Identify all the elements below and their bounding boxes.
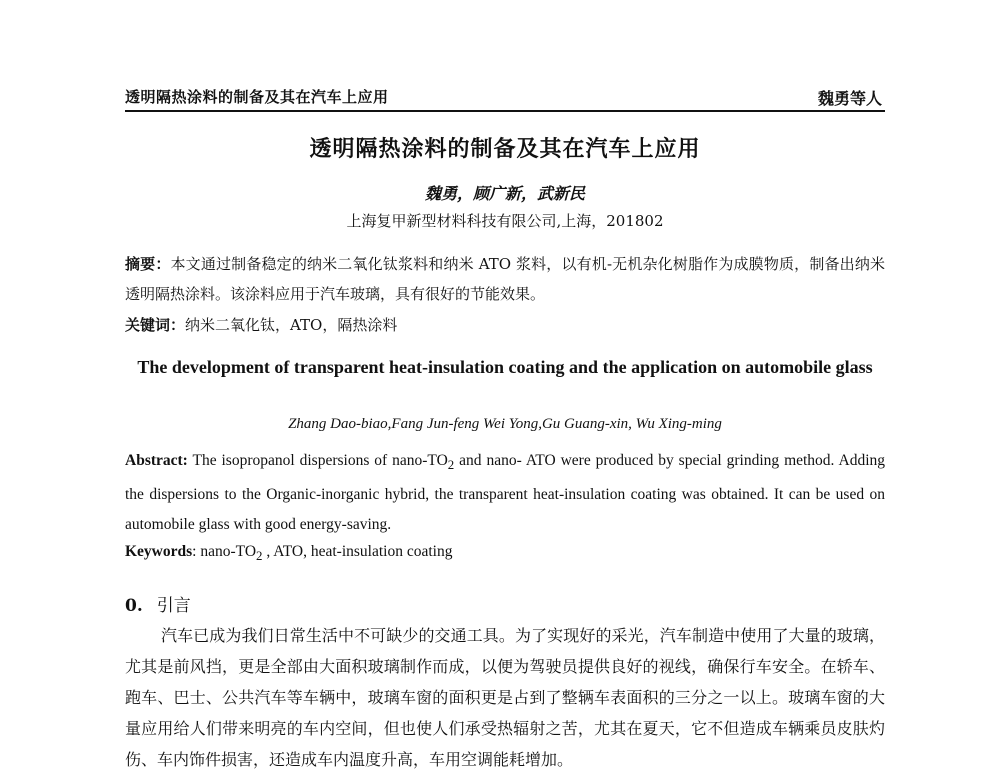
keywords-cn-label: 关键词：: [125, 316, 186, 334]
keywords-en-text-1: : nano-TO: [192, 543, 257, 560]
authors-cn: 魏勇，顾广新，武新民: [424, 184, 585, 203]
abstract-cn: [125, 249, 885, 309]
keywords-en-subscript: 2: [256, 548, 263, 564]
paper-title-cn: 透明隔热涂料的制备及其在汽车上应用: [309, 136, 701, 162]
keywords-en: [125, 537, 885, 571]
authors-en: Zhang Dao-biao,Fang Jun-feng Wei Yong,Gu Guang-xin, Wu Xing-ming: [288, 416, 722, 432]
keywords-cn-text: 纳米二氧化钛，ATO，隔热涂料: [185, 316, 398, 334]
abstract-en-text-2: and nano- ATO were produced by special grinding method. Adding the dispersions to the Organic-inorganic hybrid, the transparent heat-insulation coating was obtained. It can be used on automobile glass with good energy-saving.: [125, 452, 885, 534]
header-rule: [125, 110, 885, 112]
section-title: 引言: [156, 596, 191, 616]
abstract-cn-label: 摘要：: [125, 255, 171, 273]
abstract-en: [125, 446, 885, 540]
abstract-en-label: Abstract:: [125, 452, 188, 469]
abstract-en-subscript: 2: [447, 457, 455, 473]
keywords-en-text-2: , ATO, heat-insulation coating: [262, 543, 453, 560]
section-heading-intro: [125, 591, 191, 616]
intro-paragraph: 汽车已成为我们日常生活中不可缺少的交通工具。为了实现好的采光，汽车制造中使用了大量的玻璃，尤其是前风挡，更是全部由大面积玻璃制作而成，以便为驾驶员提供良好的视线，确保行车安全。在轿车、跑车、巴士、公共汽车等车辆中，玻璃车窗的面积更是占到了整辆车表面积的三分之一以上。玻璃车窗的大量应用给人们带来明亮的车内空间，但也使人们承受热辐射之苦，尤其在夏天，它不但造成车辆乘员皮肤灼伤、车内饰件损害，还造成车内温度升高，车用空调能耗增加。: [125, 626, 885, 769]
section-number: 0.: [125, 596, 143, 616]
keywords-cn: [125, 310, 885, 340]
running-header-title: 透明隔热涂料的制备及其在汽车上应用: [125, 88, 389, 106]
paper-title-en: The development of transparent heat-insulation coating and the application on automobile glass: [137, 357, 873, 377]
keywords-en-label: Keywords: [125, 543, 193, 560]
running-header: [125, 84, 882, 110]
abstract-cn-text: 本文通过制备稳定的纳米二氧化钛浆料和纳米 ATO 浆料，以有机-无机杂化树脂作为成膜物质，制备出纳米透明隔热涂料。该涂料应用于汽车玻璃，具有很好的节能效果。: [125, 255, 885, 303]
abstract-en-text-1: The isopropanol dispersions of nano-TO: [187, 452, 448, 469]
running-header-author: 魏勇等人: [817, 89, 882, 108]
affiliation-cn: 上海复甲新型材料科技有限公司,上海，201802: [346, 212, 664, 230]
